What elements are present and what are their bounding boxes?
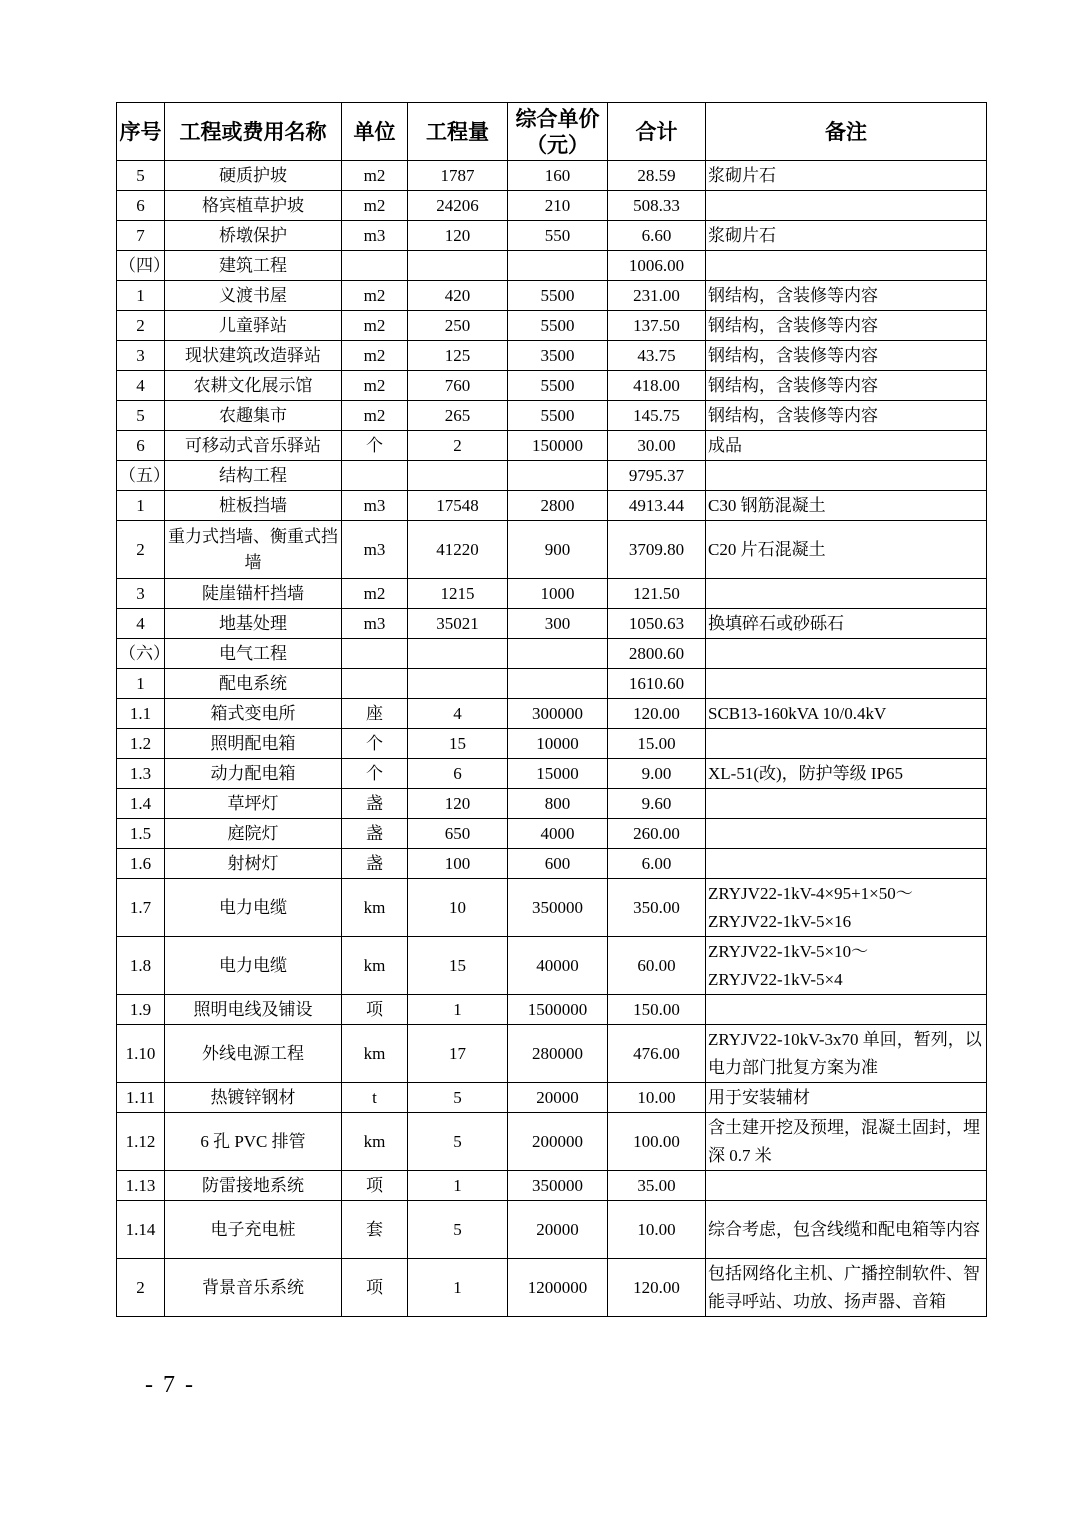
cell-total: 30.00: [608, 431, 706, 461]
cell-seq: 1.10: [117, 1025, 165, 1083]
cell-remark: [706, 819, 987, 849]
cell-seq: 1.4: [117, 789, 165, 819]
cell-seq: 1.12: [117, 1113, 165, 1171]
cell-remark: 钢结构，含装修等内容: [706, 281, 987, 311]
cell-unit-price: 3500: [508, 341, 608, 371]
table-row: [117, 879, 987, 937]
cell-seq: （六）: [117, 639, 165, 669]
header-remark: 备注: [706, 103, 987, 161]
cell-name: 箱式变电所: [165, 699, 342, 729]
cell-name: 农耕文化展示馆: [165, 371, 342, 401]
cell-quantity: 760: [408, 371, 508, 401]
cell-unit: 项: [342, 1171, 408, 1201]
cell-quantity: 1: [408, 1259, 508, 1317]
cell-unit: m3: [342, 609, 408, 639]
cell-name: 格宾植草护坡: [165, 191, 342, 221]
cell-unit: m2: [342, 401, 408, 431]
cell-seq: 1.9: [117, 995, 165, 1025]
table-row: [117, 1171, 987, 1201]
cell-name: 义渡书屋: [165, 281, 342, 311]
cell-quantity: 41220: [408, 521, 508, 579]
cell-seq: 1.8: [117, 937, 165, 995]
cell-remark: [706, 579, 987, 609]
header-seq: 序号: [117, 103, 165, 161]
cell-unit: 盏: [342, 789, 408, 819]
cell-unit: 个: [342, 759, 408, 789]
table-row: [117, 789, 987, 819]
cell-quantity: 15: [408, 937, 508, 995]
cell-quantity: [408, 461, 508, 491]
cell-total: 418.00: [608, 371, 706, 401]
cell-remark: [706, 789, 987, 819]
cell-remark: [706, 639, 987, 669]
cell-quantity: [408, 251, 508, 281]
header-unit: 单位: [342, 103, 408, 161]
cell-name: 地基处理: [165, 609, 342, 639]
cell-unit-price: 5500: [508, 281, 608, 311]
cell-total: 231.00: [608, 281, 706, 311]
table-row: [117, 669, 987, 699]
table-row: [117, 371, 987, 401]
cell-remark: 钢结构，含装修等内容: [706, 341, 987, 371]
cell-unit: m2: [342, 311, 408, 341]
cell-unit-price: 300000: [508, 699, 608, 729]
table-row: [117, 491, 987, 521]
table-row: [117, 461, 987, 491]
cell-unit: 盏: [342, 849, 408, 879]
cell-unit-price: 280000: [508, 1025, 608, 1083]
table-row: [117, 1083, 987, 1113]
cell-unit-price: [508, 669, 608, 699]
cell-seq: 4: [117, 609, 165, 639]
cell-unit-price: 800: [508, 789, 608, 819]
cell-unit-price: 300: [508, 609, 608, 639]
cell-total: 145.75: [608, 401, 706, 431]
cell-seq: 1: [117, 281, 165, 311]
cell-quantity: 24206: [408, 191, 508, 221]
cell-quantity: 100: [408, 849, 508, 879]
cell-quantity: 420: [408, 281, 508, 311]
cell-seq: 1.6: [117, 849, 165, 879]
table-body: [117, 161, 987, 1317]
cell-unit: 个: [342, 431, 408, 461]
cell-unit: 项: [342, 995, 408, 1025]
cell-total: 9795.37: [608, 461, 706, 491]
cell-remark: [706, 191, 987, 221]
table-row: [117, 1201, 987, 1259]
table-row: [117, 759, 987, 789]
cell-remark: [706, 669, 987, 699]
cell-remark: 浆砌片石: [706, 161, 987, 191]
cell-unit: m3: [342, 491, 408, 521]
cell-unit-price: 900: [508, 521, 608, 579]
cell-unit-price: 210: [508, 191, 608, 221]
cell-unit-price: 350000: [508, 1171, 608, 1201]
cell-total: 350.00: [608, 879, 706, 937]
table-row: [117, 521, 987, 579]
cell-name: 现状建筑改造驿站: [165, 341, 342, 371]
cell-name: 重力式挡墙、衡重式挡墙: [165, 521, 342, 579]
cell-name: 配电系统: [165, 669, 342, 699]
cell-remark: ZRYJV22-1kV-5×10～ ZRYJV22-1kV-5×4: [706, 937, 987, 995]
cell-unit: m2: [342, 281, 408, 311]
cell-seq: （四）: [117, 251, 165, 281]
table-row: [117, 431, 987, 461]
cell-seq: 1: [117, 491, 165, 521]
cell-quantity: 5: [408, 1113, 508, 1171]
cell-total: 15.00: [608, 729, 706, 759]
cell-remark: XL-51(改)，防护等级 IP65: [706, 759, 987, 789]
table-row: [117, 191, 987, 221]
cell-unit-price: [508, 251, 608, 281]
cell-name: 照明配电箱: [165, 729, 342, 759]
cell-remark: 包括网络化主机、广播控制软件、智能寻呼站、功放、扬声器、音箱: [706, 1259, 987, 1317]
cell-seq: 7: [117, 221, 165, 251]
cell-seq: 1.3: [117, 759, 165, 789]
cell-total: 9.00: [608, 759, 706, 789]
cell-name: 照明电线及铺设: [165, 995, 342, 1025]
cell-remark: [706, 461, 987, 491]
table-row: [117, 699, 987, 729]
cell-unit: m2: [342, 579, 408, 609]
cell-total: 1610.60: [608, 669, 706, 699]
cell-seq: 1: [117, 669, 165, 699]
cell-total: 3709.80: [608, 521, 706, 579]
cell-unit-price: 350000: [508, 879, 608, 937]
cell-name: 结构工程: [165, 461, 342, 491]
cell-seq: 2: [117, 1259, 165, 1317]
table-row: [117, 729, 987, 759]
table-row: [117, 1113, 987, 1171]
cell-unit-price: 4000: [508, 819, 608, 849]
cell-seq: 5: [117, 401, 165, 431]
cell-total: 10.00: [608, 1201, 706, 1259]
cell-unit-price: 10000: [508, 729, 608, 759]
cell-quantity: 265: [408, 401, 508, 431]
table-row: [117, 161, 987, 191]
cell-quantity: 120: [408, 221, 508, 251]
page-number: - 7 -: [145, 1372, 195, 1398]
cell-quantity: 1: [408, 995, 508, 1025]
cell-name: 桥墩保护: [165, 221, 342, 251]
cell-unit: 套: [342, 1201, 408, 1259]
table-row: [117, 849, 987, 879]
cell-total: 508.33: [608, 191, 706, 221]
cell-seq: 6: [117, 191, 165, 221]
cell-total: 4913.44: [608, 491, 706, 521]
cell-quantity: 1: [408, 1171, 508, 1201]
table-row: [117, 341, 987, 371]
cell-unit-price: 160: [508, 161, 608, 191]
cost-table: [116, 102, 987, 1317]
header-quantity: 工程量: [408, 103, 508, 161]
cell-remark: [706, 995, 987, 1025]
header-unit-price: 综合单价 （元）: [508, 103, 608, 161]
cell-unit-price: 5500: [508, 371, 608, 401]
cell-quantity: [408, 639, 508, 669]
cell-quantity: 4: [408, 699, 508, 729]
cell-unit-price: [508, 461, 608, 491]
table-row: [117, 281, 987, 311]
cell-total: 100.00: [608, 1113, 706, 1171]
cell-unit: m2: [342, 341, 408, 371]
cell-remark: [706, 1171, 987, 1201]
cell-name: 电气工程: [165, 639, 342, 669]
cell-total: 120.00: [608, 699, 706, 729]
cell-unit-price: 1200000: [508, 1259, 608, 1317]
cell-seq: 1.11: [117, 1083, 165, 1113]
cell-remark: [706, 251, 987, 281]
cell-remark: SCB13-160kVA 10/0.4kV: [706, 699, 987, 729]
cell-unit: 个: [342, 729, 408, 759]
cell-seq: 1.2: [117, 729, 165, 759]
cell-remark: 换填碎石或砂砾石: [706, 609, 987, 639]
cell-name: 6 孔 PVC 排管: [165, 1113, 342, 1171]
cell-name: 背景音乐系统: [165, 1259, 342, 1317]
cell-unit-price: 20000: [508, 1083, 608, 1113]
cell-unit-price: 40000: [508, 937, 608, 995]
cell-seq: 3: [117, 579, 165, 609]
cell-quantity: 1215: [408, 579, 508, 609]
cell-name: 热镀锌钢材: [165, 1083, 342, 1113]
cell-unit: 座: [342, 699, 408, 729]
cell-remark: 含土建开挖及预埋，混凝土固封，埋深 0.7 米: [706, 1113, 987, 1171]
cell-unit: m3: [342, 521, 408, 579]
cell-unit-price: 1000: [508, 579, 608, 609]
cell-name: 电子充电桩: [165, 1201, 342, 1259]
cell-unit-price: 600: [508, 849, 608, 879]
cell-unit-price: 550: [508, 221, 608, 251]
cell-remark: [706, 849, 987, 879]
cell-quantity: 120: [408, 789, 508, 819]
cell-quantity: 2: [408, 431, 508, 461]
cell-seq: 1.7: [117, 879, 165, 937]
cell-unit-price: 15000: [508, 759, 608, 789]
table-row: [117, 311, 987, 341]
cell-name: 建筑工程: [165, 251, 342, 281]
cell-unit-price: 5500: [508, 401, 608, 431]
cell-quantity: 15: [408, 729, 508, 759]
cell-quantity: 5: [408, 1083, 508, 1113]
table-row: [117, 995, 987, 1025]
cell-total: 6.00: [608, 849, 706, 879]
cell-remark: C20 片石混凝土: [706, 521, 987, 579]
table-row: [117, 579, 987, 609]
table-row: [117, 819, 987, 849]
cell-name: 硬质护坡: [165, 161, 342, 191]
cell-total: 10.00: [608, 1083, 706, 1113]
cell-name: 防雷接地系统: [165, 1171, 342, 1201]
cell-remark: ZRYJV22-1kV-4×95+1×50～ ZRYJV22-1kV-5×16: [706, 879, 987, 937]
cell-unit: m3: [342, 221, 408, 251]
cell-unit: m2: [342, 191, 408, 221]
cell-name: 儿童驿站: [165, 311, 342, 341]
cell-name: 射树灯: [165, 849, 342, 879]
cell-total: 60.00: [608, 937, 706, 995]
cell-total: 476.00: [608, 1025, 706, 1083]
cell-unit-price: 200000: [508, 1113, 608, 1171]
cell-quantity: 6: [408, 759, 508, 789]
cell-seq: 3: [117, 341, 165, 371]
cell-unit: km: [342, 937, 408, 995]
cell-seq: 1.5: [117, 819, 165, 849]
cell-unit: [342, 251, 408, 281]
cell-remark: 钢结构，含装修等内容: [706, 401, 987, 431]
cell-total: 35.00: [608, 1171, 706, 1201]
cell-seq: 4: [117, 371, 165, 401]
cell-name: 电力电缆: [165, 879, 342, 937]
cell-seq: 1.1: [117, 699, 165, 729]
cell-remark: 钢结构，含装修等内容: [706, 371, 987, 401]
cell-unit: km: [342, 879, 408, 937]
cell-remark: 浆砌片石: [706, 221, 987, 251]
cell-unit: 项: [342, 1259, 408, 1317]
cell-unit-price: [508, 639, 608, 669]
table-header: [117, 103, 987, 161]
cell-remark: 综合考虑，包含线缆和配电箱等内容: [706, 1201, 987, 1259]
table-row: [117, 1025, 987, 1083]
header-total: 合计: [608, 103, 706, 161]
header-name: 工程或费用名称: [165, 103, 342, 161]
cell-name: 庭院灯: [165, 819, 342, 849]
cell-unit: [342, 461, 408, 491]
table-row: [117, 401, 987, 431]
table-row: [117, 221, 987, 251]
cell-quantity: 17: [408, 1025, 508, 1083]
cell-unit-price: 150000: [508, 431, 608, 461]
cell-total: 6.60: [608, 221, 706, 251]
cell-unit-price: 2800: [508, 491, 608, 521]
cell-quantity: 10: [408, 879, 508, 937]
cell-quantity: [408, 669, 508, 699]
header-row: [117, 103, 987, 161]
cell-unit: km: [342, 1113, 408, 1171]
cell-total: 9.60: [608, 789, 706, 819]
cell-name: 桩板挡墙: [165, 491, 342, 521]
cell-total: 120.00: [608, 1259, 706, 1317]
cell-unit: t: [342, 1083, 408, 1113]
cell-total: 137.50: [608, 311, 706, 341]
cell-unit-price: 1500000: [508, 995, 608, 1025]
cell-name: 农趣集市: [165, 401, 342, 431]
cell-unit: [342, 669, 408, 699]
cell-seq: 1.14: [117, 1201, 165, 1259]
table-row: [117, 251, 987, 281]
cell-name: 陡崖锚杆挡墙: [165, 579, 342, 609]
cell-seq: 2: [117, 311, 165, 341]
cell-total: 43.75: [608, 341, 706, 371]
cell-total: 28.59: [608, 161, 706, 191]
cell-unit: m2: [342, 371, 408, 401]
cell-unit-price: 5500: [508, 311, 608, 341]
table-row: [117, 639, 987, 669]
cell-quantity: 650: [408, 819, 508, 849]
cell-total: 150.00: [608, 995, 706, 1025]
table-row: [117, 937, 987, 995]
cell-total: 121.50: [608, 579, 706, 609]
cell-seq: 6: [117, 431, 165, 461]
cell-seq: 5: [117, 161, 165, 191]
cell-name: 草坪灯: [165, 789, 342, 819]
cell-unit: 盏: [342, 819, 408, 849]
cell-name: 电力电缆: [165, 937, 342, 995]
cell-seq: （五）: [117, 461, 165, 491]
cell-remark: 钢结构，含装修等内容: [706, 311, 987, 341]
cell-total: 1006.00: [608, 251, 706, 281]
cell-seq: 1.13: [117, 1171, 165, 1201]
cell-quantity: 125: [408, 341, 508, 371]
cell-name: 可移动式音乐驿站: [165, 431, 342, 461]
table-row: [117, 609, 987, 639]
cell-quantity: 17548: [408, 491, 508, 521]
cell-unit: [342, 639, 408, 669]
cell-quantity: 1787: [408, 161, 508, 191]
cell-total: 260.00: [608, 819, 706, 849]
cell-seq: 2: [117, 521, 165, 579]
cell-remark: 成品: [706, 431, 987, 461]
cell-quantity: 5: [408, 1201, 508, 1259]
cell-name: 动力配电箱: [165, 759, 342, 789]
cell-unit-price: 20000: [508, 1201, 608, 1259]
cell-total: 1050.63: [608, 609, 706, 639]
cell-total: 2800.60: [608, 639, 706, 669]
cell-quantity: 35021: [408, 609, 508, 639]
table-row: [117, 1259, 987, 1317]
cell-remark: C30 钢筋混凝土: [706, 491, 987, 521]
cell-remark: [706, 729, 987, 759]
cell-remark: ZRYJV22-10kV-3x70 单回，暂列，以电力部门批复方案为准: [706, 1025, 987, 1083]
cell-remark: 用于安装辅材: [706, 1083, 987, 1113]
cell-unit: m2: [342, 161, 408, 191]
cell-unit: km: [342, 1025, 408, 1083]
cell-name: 外线电源工程: [165, 1025, 342, 1083]
cell-quantity: 250: [408, 311, 508, 341]
